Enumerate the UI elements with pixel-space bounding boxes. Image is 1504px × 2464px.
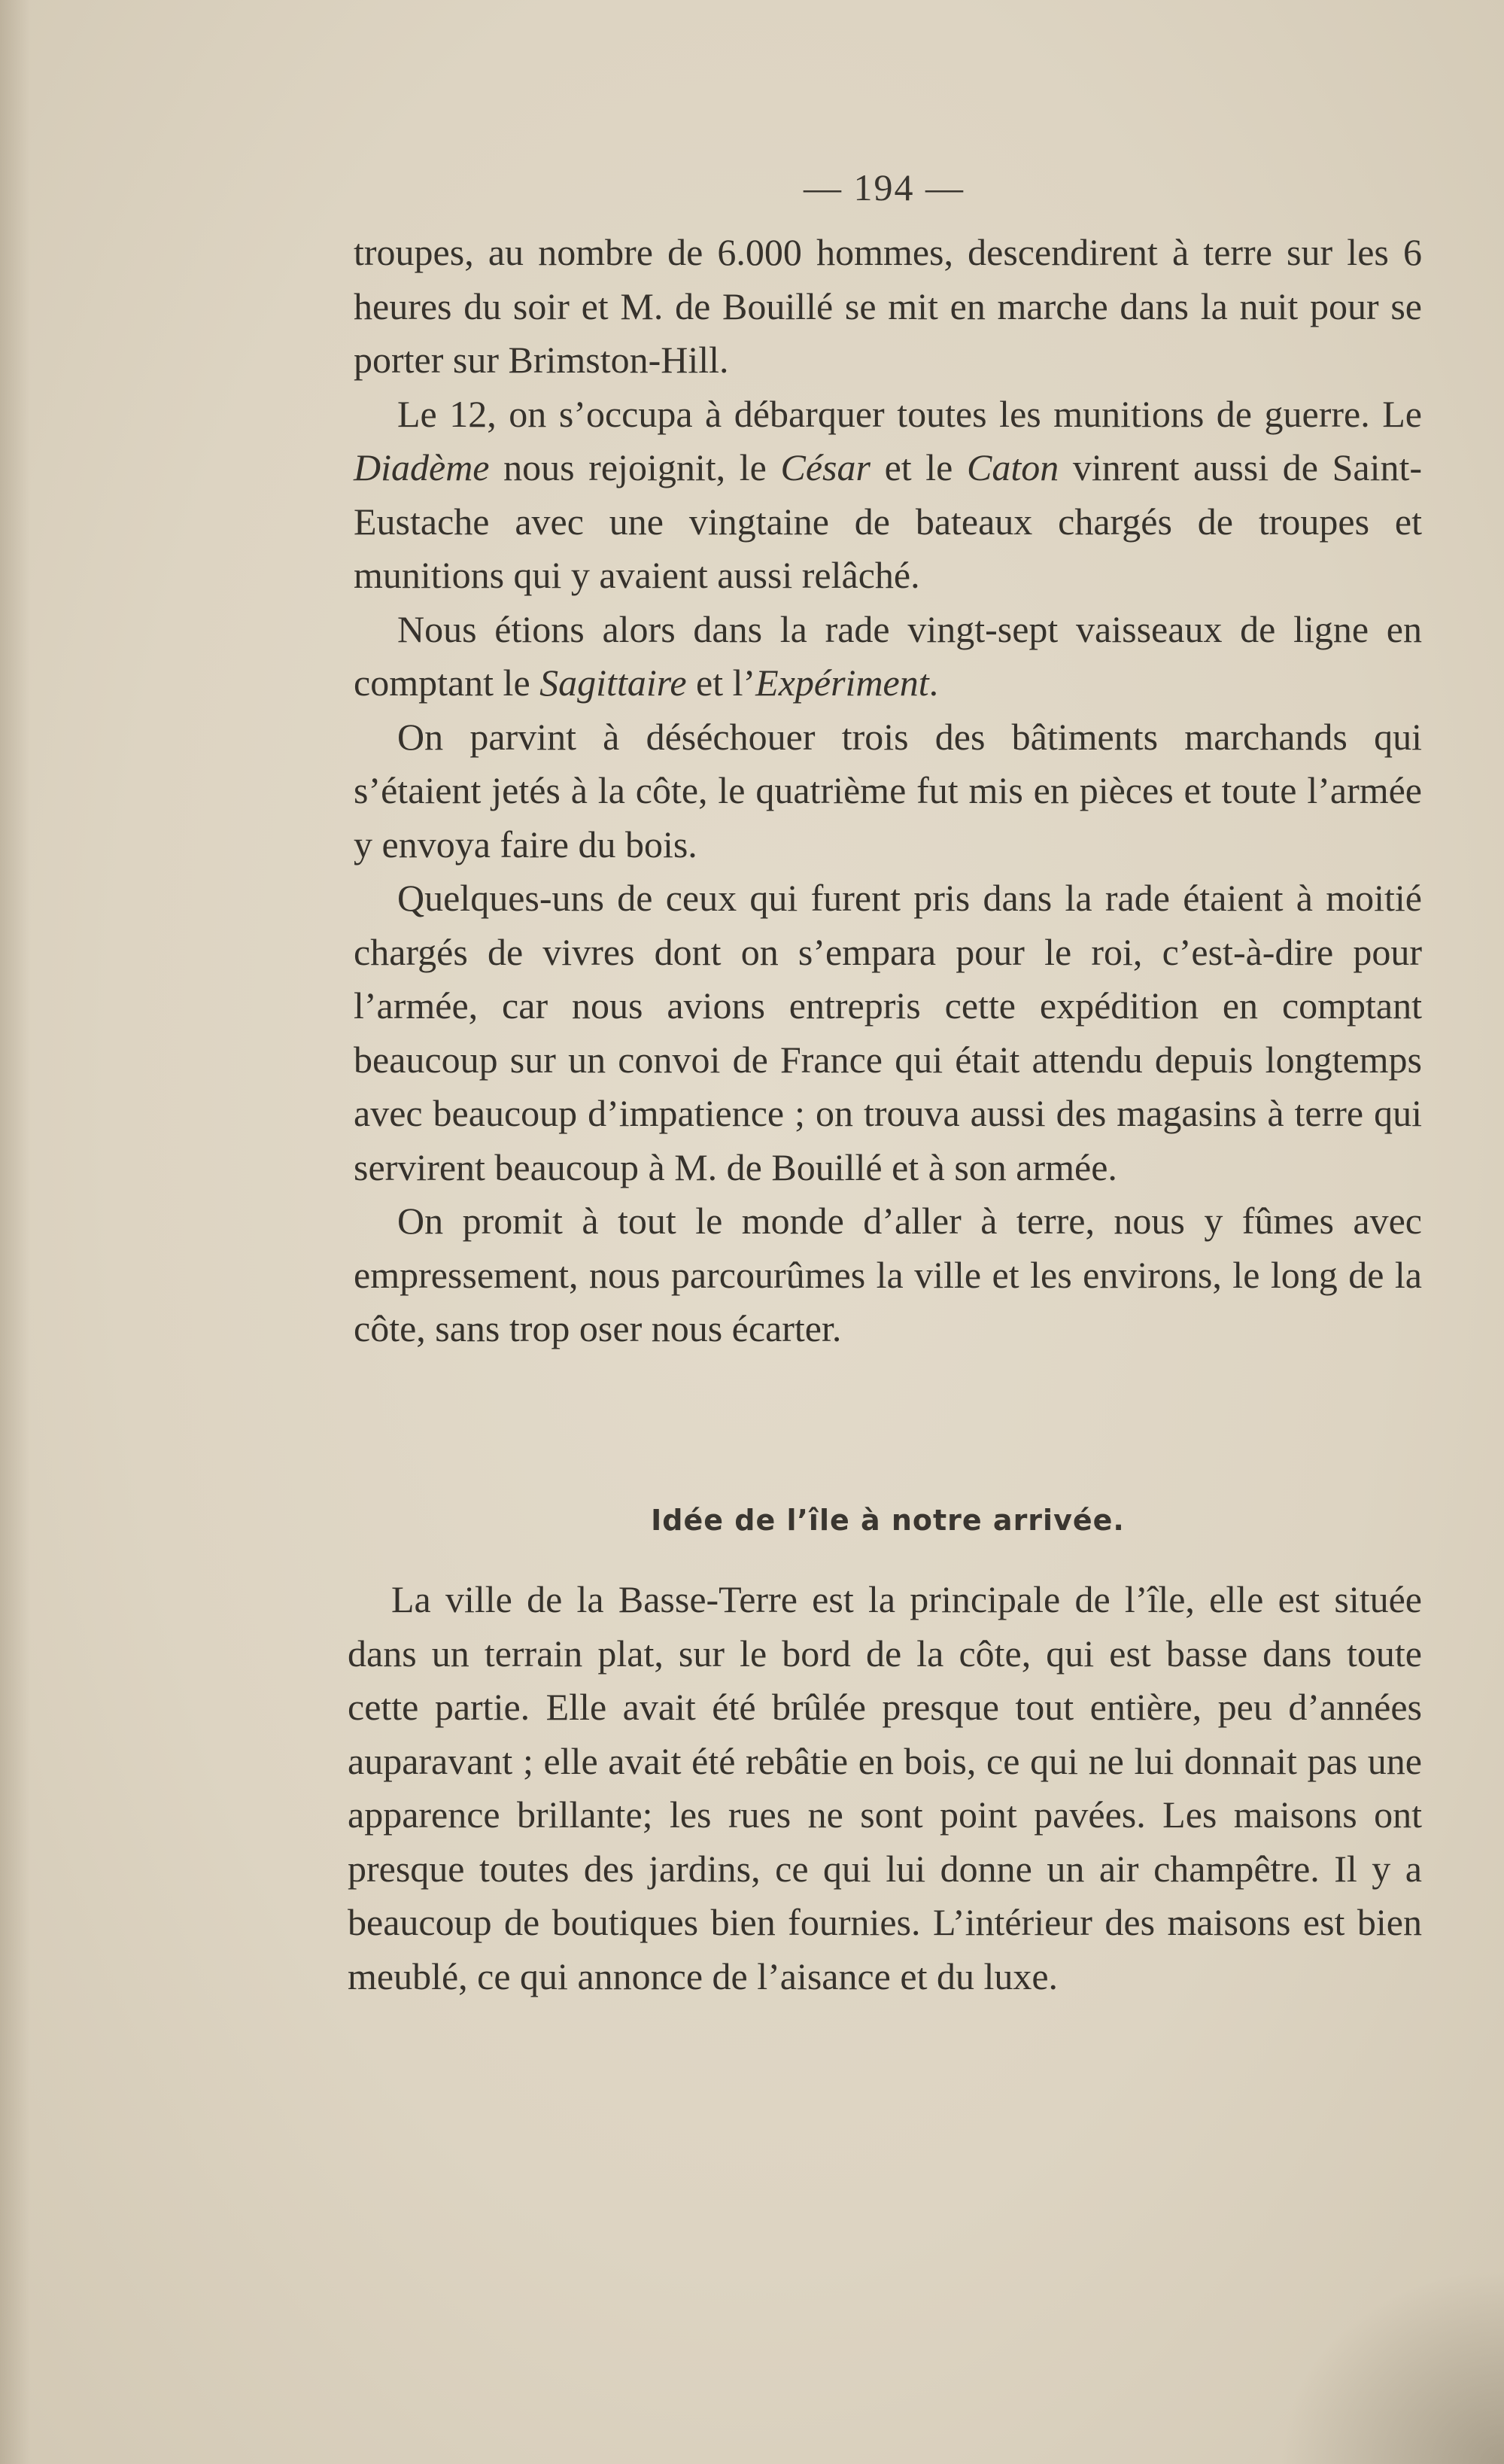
paragraph: Nous étions alors dans la rade vingt-sept vaisseaux de ligne en comptant le Sagittaire et l’Expériment.	[354, 607, 1422, 704]
paragraph: Le 12, on s’occupa à débarquer toutes les munitions de guerre. Le Diadème nous rejoignit, le César et le Caton vinrent aussi de Saint-Eustache avec une vingtaine de bateaux chargés de troupes et munitions qui y avaient aussi relâché.	[354, 392, 1423, 596]
ship-name: César	[780, 446, 870, 488]
paragraph: On parvint à déséchouer trois des bâtiments marchands qui s’étaient jetés à la côte, le quatrième fut mis en pièces et toute l’armée y envoya faire du bois.	[354, 715, 1422, 865]
ship-name: Diadème	[354, 446, 490, 488]
paragraph: troupes, au nombre de 6.000 hommes, descendirent à terre sur les 6 heures du soir et M. de Bouillé se mit en marche dans la nuit pour se porter sur Brimston-Hill.	[354, 231, 1422, 381]
ship-name: Sagittaire	[539, 662, 687, 704]
page-corner-shadow	[1278, 2268, 1504, 2464]
ship-name: Caton	[967, 446, 1059, 488]
paragraph: On promit à tout le monde d’aller à terre, nous y fûmes avec empressement, nous parcourûmes la ville et les environs, le long de la côte, sans trop oser nous écarter.	[354, 1200, 1422, 1349]
paragraph: La ville de la Basse-Terre est la principale de l’île, elle est située dans un terrain plat, sur le bord de la côte, qui est basse dans toute cette partie. Elle avait été brûlée presque tout entière, peu d’années auparavant ; elle avait été rebâtie en bois, ce qui ne lui donnait pas une apparence brillante; les rues ne sont point pavées. Les maisons ont presque toutes des jardins, ce qui lui donne un air champêtre. Il y a beaucoup de boutiques bien fournies. L’intérieur des maisons est bien meublé, ce qui annonce de l’aisance et du luxe.	[348, 1578, 1422, 1997]
paragraph: Quelques-uns de ceux qui furent pris dans la rade étaient à moitié chargés de vivres dont on s’empara pour le roi, c’est-à-dire pour l’armée, car nous avions entrepris cette expédition en comptant beaucoup sur un convoi de France qui était attendu depuis longtemps avec beaucoup d’impatience ; on trouva aussi des magasins à terre qui servirent beaucoup à M. de Bouillé et à son armée.	[354, 877, 1422, 1188]
section-heading: Idée de l’île à notre arrivée.	[651, 1504, 1125, 1537]
body-text	[354, 226, 1422, 1356]
ship-name: Expériment	[755, 662, 929, 704]
section-body-text	[348, 1573, 1422, 2003]
page-edge-shadow	[0, 0, 30, 2464]
page-number: — 194 —	[804, 166, 965, 208]
